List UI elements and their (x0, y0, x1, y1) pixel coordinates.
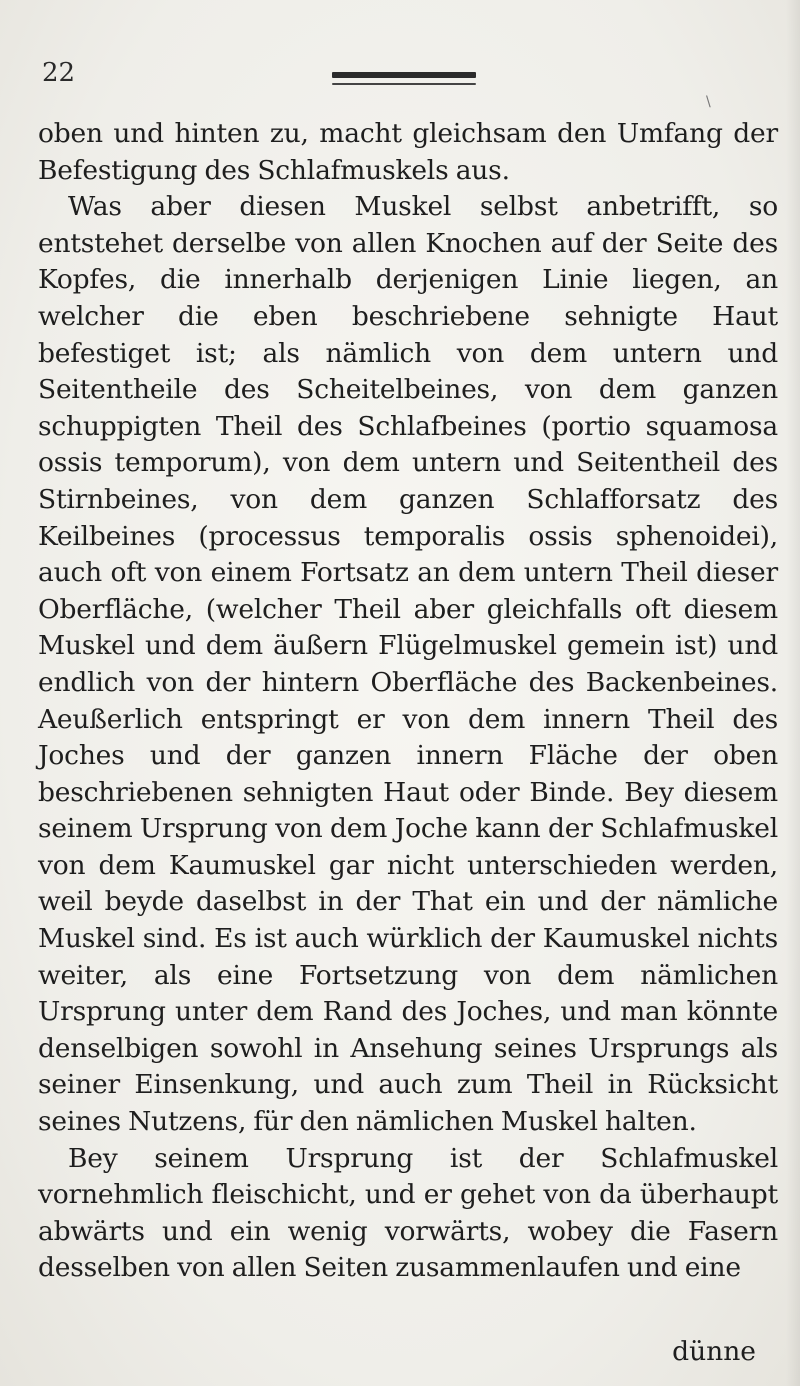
header-rule-thin (332, 83, 476, 85)
margin-mark: \ (706, 94, 711, 110)
catchword: dünne (672, 1336, 756, 1367)
header-rule (332, 72, 476, 78)
paragraph: oben und hinten zu, macht gleichsam den Umfang der Befestigung des Schlafmuskels aus. (38, 118, 778, 186)
body-text (38, 116, 778, 1287)
paragraph: Bey seinem Ursprung ist der Schlafmuskel vornehmlich fleischicht, und er gehet von da überhaupt abwärts und ein wenig vorwärts, wobey die Fasern desselben von allen Seiten zusammenlaufen und eine (38, 1142, 778, 1284)
paragraph: Was aber diesen Muskel selbst anbetrifft, so entstehet derselbe von allen Knochen auf der Seite des Kopfes, die innerhalb derjenigen Linie liegen, an welcher die eben beschriebene sehnigte Haut befestiget ist; als nämlich von dem untern und Seitentheile des Scheitelbeines, von dem ganzen schuppigten Theil des Schlafbeines (portio squamosa ossis temporum), von dem untern und Seitentheil des Stirnbeines, von dem ganzen Schlafforsatz des Keilbeines (processus temporalis ossis sphenoidei), auch oft von einem Fortsatz an dem untern Theil dieser Oberfläche, (welcher Theil aber gleichfalls oft diesem Muskel und dem äußern Flügelmuskel gemein ist) und endlich von der hintern Oberfläche des Backenbeines. Aeußerlich entspringt er von dem innern Theil des Joches und der ganzen innern Fläche der oben beschriebenen sehnigten Haut oder Binde. Bey diesem seinem Ursprung von dem Joche kann der Schlafmuskel von dem Kaumuskel gar nicht unterschieden werden, weil beyde daselbst in der That ein und der nämliche Muskel sind. Es ist auch würklich der Kaumuskel nichts weiter, als eine Fortsetzung von dem nämlichen Ursprung unter dem Rand des Joches, und man könnte denselbigen sowohl in Ansehung seines Ursprungs als seiner Einsenkung, und auch zum Theil in Rücksicht seines Nutzens, für den nämlichen Muskel halten. (38, 191, 778, 1138)
page-edge-shadow (786, 0, 800, 1386)
page-number: 22 (42, 58, 76, 88)
